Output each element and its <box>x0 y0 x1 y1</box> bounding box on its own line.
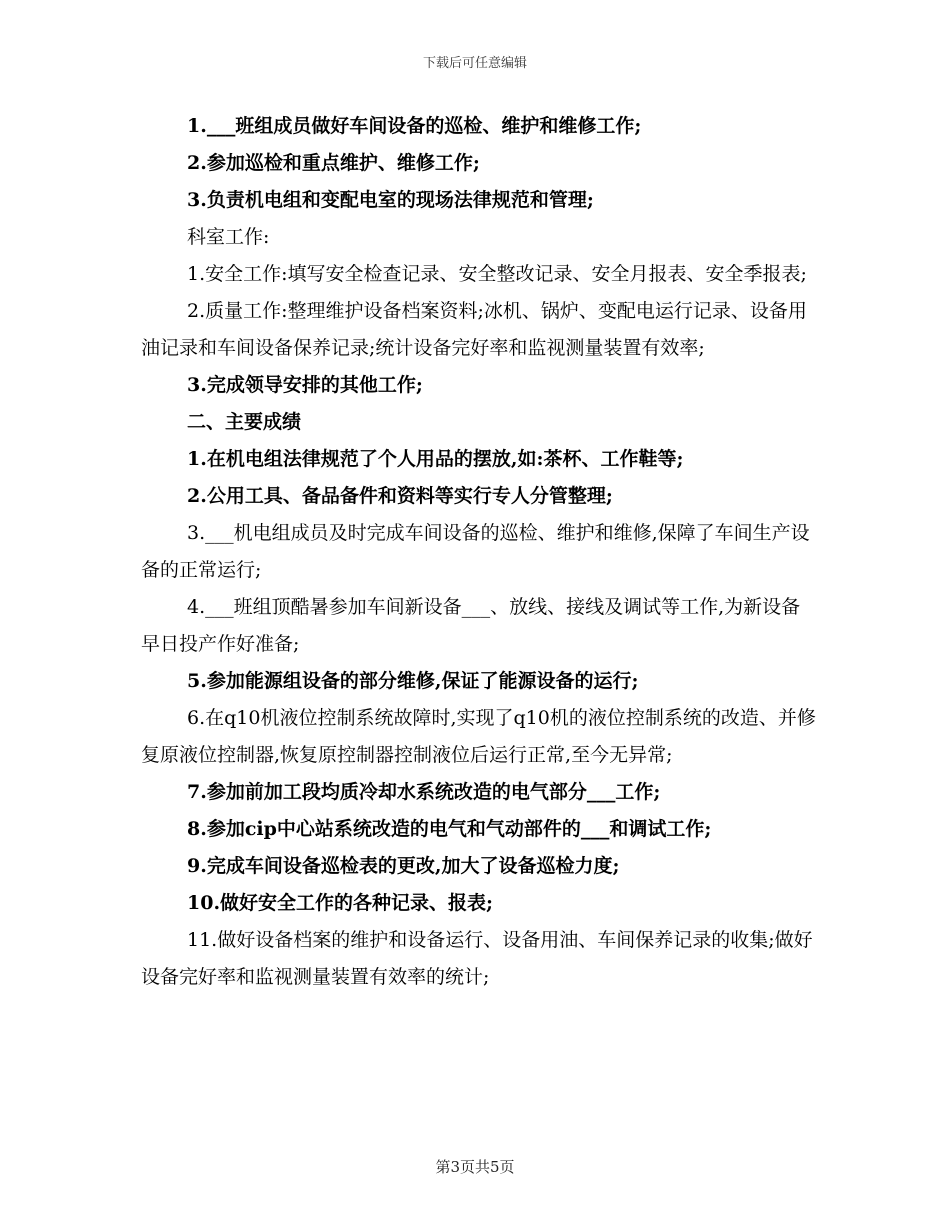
paragraph-1: 1.___班组成员做好车间设备的巡检、维护和维修工作; <box>187 115 642 137</box>
paragraph-5: 1.安全工作:填写安全检查记录、安全整改记录、安全月报表、安全季报表; <box>187 263 807 285</box>
paragraph-2: 2.参加巡检和重点维护、维修工作; <box>187 152 480 174</box>
paragraph-4: 科室工作: <box>187 226 270 248</box>
paragraph-11: 3.___机电组成员及时完成车间设备的巡检、维护和维修,保障了车间生产设备的正常运行; <box>141 522 810 581</box>
paragraph-8: 二、主要成绩 <box>187 411 302 433</box>
paragraph-14: 6.在q10机液位控制系统故障时,实现了q10机的液位控制系统的改造、并修复原液位控制器,恢复原控制器控制液位后运行正常,至今无异常; <box>141 707 816 766</box>
paragraph-15: 7.参加前加工段均质冷却水系统改造的电气部分___工作; <box>187 781 661 803</box>
paragraph-3: 3.负责机电组和变配电室的现场法律规范和管理; <box>187 189 594 211</box>
paragraph-9: 1.在机电组法律规范了个人用品的摆放,如:茶杯、工作鞋等; <box>187 448 684 470</box>
paragraph-18: 10.做好安全工作的各种记录、报表; <box>187 892 494 914</box>
paragraph-12: 4.___班组顶酷暑参加车间新设备___、放线、接线及调试等工作,为新设备早日投产作好准备; <box>141 596 801 655</box>
paragraph-10: 2.公用工具、备品备件和资料等实行专人分管整理; <box>187 485 613 507</box>
paragraph-16: 8.参加cip中心站系统改造的电气和气动部件的___和调试工作; <box>187 818 712 840</box>
paragraph-7: 3.完成领导安排的其他工作; <box>187 374 423 396</box>
paragraph-17: 9.完成车间设备巡检表的更改,加大了设备巡检力度; <box>187 855 620 877</box>
document-body <box>141 108 816 996</box>
page-footer: 第3页共5页 <box>435 1158 515 1176</box>
paragraph-19: 11.做好设备档案的维护和设备运行、设备用油、车间保养记录的收集;做好设备完好率和监视测量装置有效率的统计; <box>141 929 813 988</box>
paragraph-6: 2.质量工作:整理维护设备档案资料;冰机、锅炉、变配电运行记录、设备用油记录和车间设备保养记录;统计设备完好率和监视测量装置有效率; <box>141 300 807 359</box>
page-header: 下载后可任意编辑 <box>422 56 527 71</box>
paragraph-13: 5.参加能源组设备的部分维修,保证了能源设备的运行; <box>187 670 639 692</box>
